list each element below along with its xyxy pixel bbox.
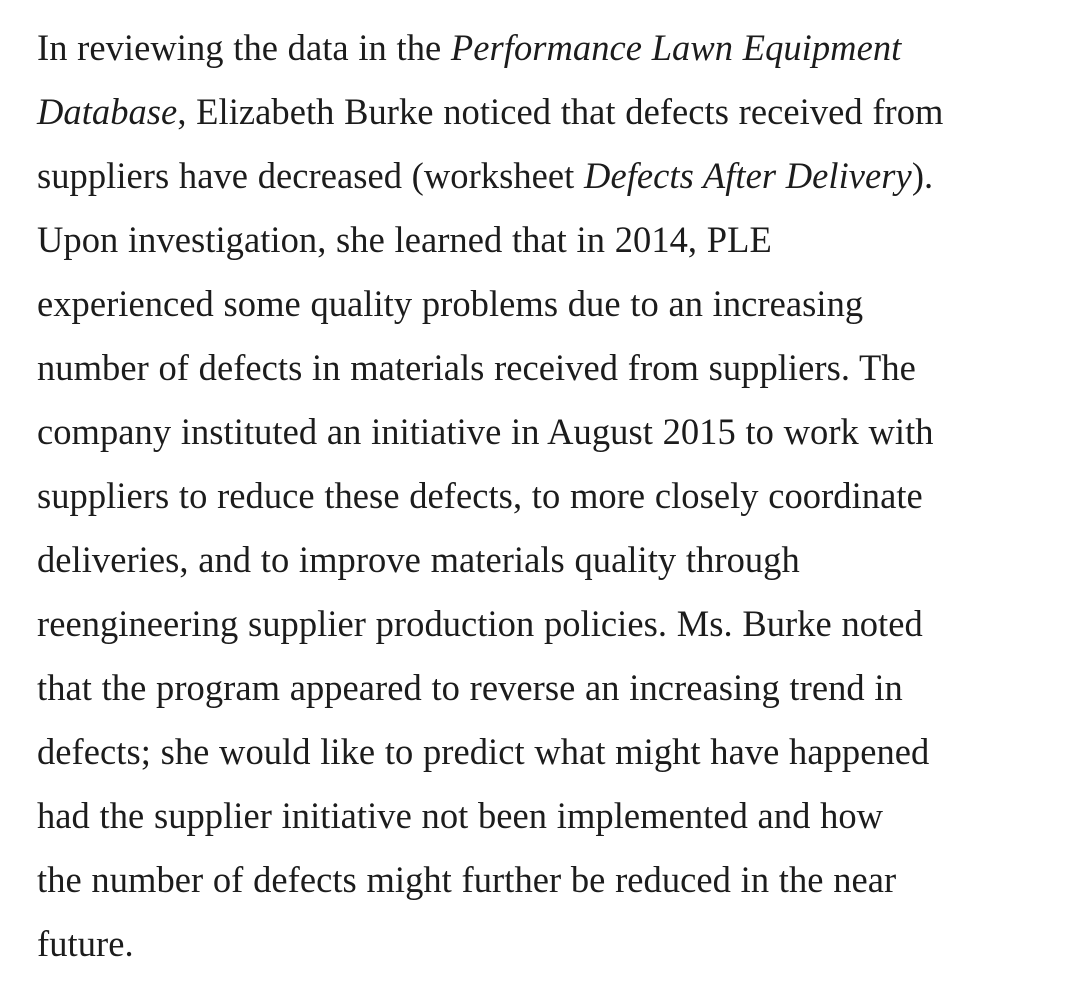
text-line-4: Upon investigation, she learned that in 2014, PLE <box>37 219 772 260</box>
text-line-3: suppliers have decreased (worksheet Defects After Delivery). <box>37 155 934 196</box>
text-line-1: In reviewing the data in the Performance Lawn Equipment <box>37 27 902 68</box>
text-line-6: number of defects in materials received from suppliers. The <box>37 347 916 388</box>
text-line-7: company instituted an initiative in August 2015 to work with <box>37 411 934 452</box>
text-line-2: Database, Elizabeth Burke noticed that defects received from <box>37 91 944 132</box>
text-line-13: had the supplier initiative not been implemented and how <box>37 795 884 836</box>
text-line-9: deliveries, and to improve materials quality through <box>37 539 800 580</box>
text-line-8: suppliers to reduce these defects, to more closely coordinate <box>37 475 923 516</box>
worksheet-name: Defects After Delivery <box>584 155 912 196</box>
text-line-11: that the program appeared to reverse an increasing trend in <box>37 667 903 708</box>
text-line-12: defects; she would like to predict what might have happened <box>37 731 930 772</box>
database-title: Performance Lawn Equipment <box>450 27 902 68</box>
database-title-continued: Database <box>37 91 178 132</box>
text-line-14: the number of defects might further be reduced in the near <box>37 859 897 900</box>
body-paragraph <box>37 16 1067 976</box>
text-line-15: future. <box>37 923 134 964</box>
text-line-5: experienced some quality problems due to an increasing <box>37 283 864 324</box>
text-line-10: reengineering supplier production policies. Ms. Burke noted <box>37 603 923 644</box>
